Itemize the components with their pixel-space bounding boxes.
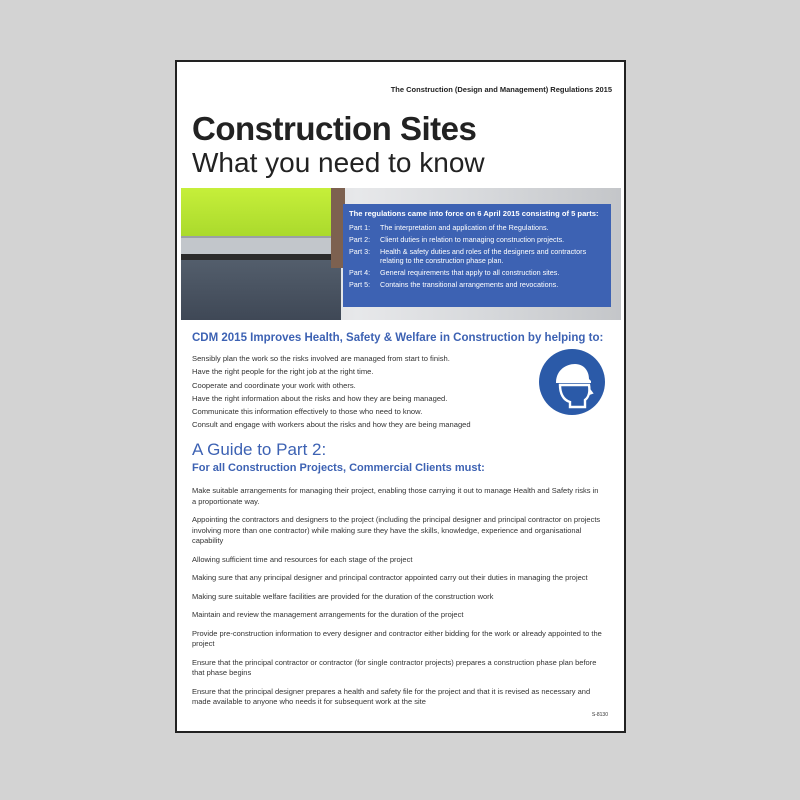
hard-hat-mandatory-sign-icon xyxy=(539,349,605,415)
list-item: Appointing the contractors and designers to the project (including the principal designer and principal contractor on projects involving more than one contractor) while making sure they have the skills, knowledge, experience and organisational capability xyxy=(192,515,601,545)
worker-jeans xyxy=(181,254,341,320)
hard-hat-icon xyxy=(539,349,605,415)
part-text: Health & safety duties and roles of the designers and contractors relating to the construction phase plan. xyxy=(380,247,587,265)
poster xyxy=(175,60,626,733)
list-item: Make suitable arrangements for managing their project, enabling those carrying it out to manage Health and Safety risks in a proportionate way. xyxy=(192,486,599,506)
product-code: S-8130 xyxy=(591,712,608,718)
part-label: Part 5: xyxy=(349,280,371,289)
part-row xyxy=(349,247,605,265)
client-duties-list xyxy=(192,486,602,716)
list-item: Provide pre-construction information to every designer and contractor either bidding for the work or already appointed to the project xyxy=(192,628,602,648)
list-item: Making sure suitable welfare facilities are provided for the duration of the construction work xyxy=(192,591,494,601)
part-text: The interpretation and application of the Regulations. xyxy=(380,223,549,232)
list-item: Sensibly plan the work so the risks involved are managed from start to finish. xyxy=(192,354,450,363)
regulation-title: The Construction (Design and Management) Regulations 2015 xyxy=(390,85,612,94)
list-item: Ensure that the principal designer prepares a health and safety file for the project and that it is revised as necessary and made available to anyone who needs it for subsequent work at the site xyxy=(192,686,591,706)
improves-heading: CDM 2015 Improves Health, Safety & Welfare in Construction by helping to: xyxy=(192,332,604,344)
list-item: Consult and engage with workers about the risks and how they are being managed xyxy=(192,420,471,430)
page-subtitle: What you need to know xyxy=(192,147,485,178)
part-row xyxy=(349,268,605,277)
list-item: Making sure that any principal designer and principal contractor appointed carry out their duties in managing the project xyxy=(192,573,588,582)
list-item: Ensure that the principal contractor or contractor (for single contractor projects) prepares a construction phase plan before that phase begins xyxy=(192,657,597,677)
regulation-parts-box xyxy=(343,204,611,307)
list-item: Communicate this information effectively to those who need to know. xyxy=(192,407,423,417)
hi-vis-vest xyxy=(181,188,336,238)
part-row xyxy=(349,235,605,244)
guide-heading: A Guide to Part 2: xyxy=(192,440,327,459)
info-box-heading: The regulations came into force on 6 April 2015 consisting of 5 parts: xyxy=(349,209,599,218)
page-title: Construction Sites xyxy=(192,110,477,147)
part-text: Contains the transitional arrangements and revocations. xyxy=(380,280,559,289)
tool-belt xyxy=(181,254,341,260)
list-item: Allowing sufficient time and resources for each stage of the project xyxy=(192,554,413,564)
part-row xyxy=(349,280,605,289)
part-text: Client duties in relation to managing construction projects. xyxy=(380,235,565,244)
part-text: General requirements that apply to all construction sites. xyxy=(380,268,560,277)
part-row xyxy=(349,223,605,232)
guide-subheading: For all Construction Projects, Commercial Clients must: xyxy=(192,462,485,474)
vest-reflective-stripe xyxy=(181,236,336,256)
part-label: Part 4: xyxy=(349,268,371,277)
improves-list xyxy=(192,352,522,432)
part-label: Part 2: xyxy=(349,235,371,244)
part-label: Part 1: xyxy=(349,223,371,232)
list-item: Have the right people for the right job at the right time. xyxy=(192,367,374,377)
list-item: Cooperate and coordinate your work with others. xyxy=(192,380,356,390)
list-item: Maintain and review the management arrangements for the duration of the project xyxy=(192,610,464,619)
list-item: Have the right information about the risks and how they are being managed. xyxy=(192,393,448,403)
part-label: Part 3: xyxy=(349,247,371,256)
